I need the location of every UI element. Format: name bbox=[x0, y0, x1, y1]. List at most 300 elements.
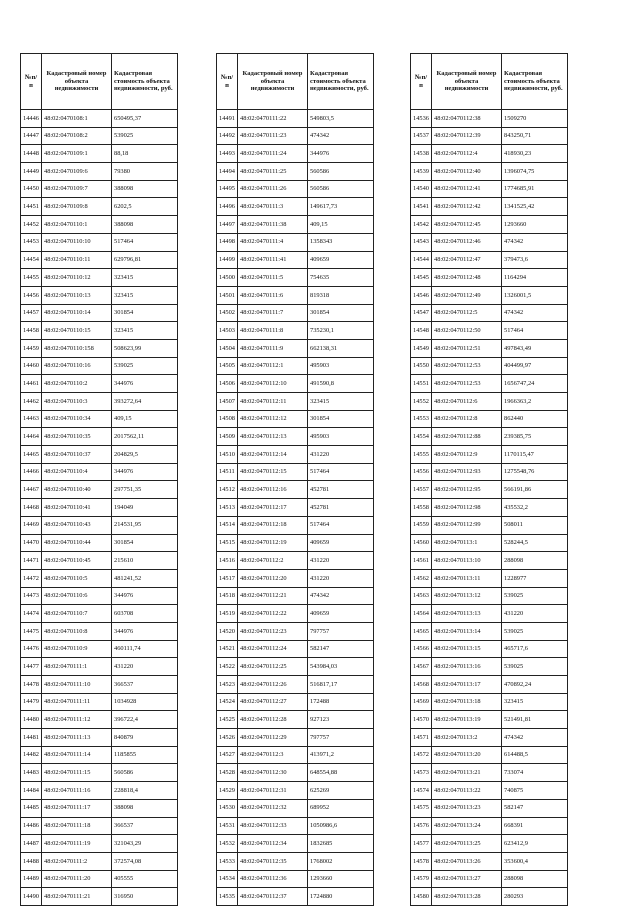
cadastral-value: 497843,49 bbox=[502, 339, 568, 357]
cadastral-number: 48:02:0470110:40 bbox=[42, 481, 112, 499]
table-row bbox=[411, 145, 568, 163]
cadastral-value: 528244,5 bbox=[502, 534, 568, 552]
cadastral-number: 48:02:0470113:1 bbox=[432, 534, 502, 552]
cadastral-number: 48:02:0470112:50 bbox=[432, 322, 502, 340]
cadastral-value: 465717,6 bbox=[502, 640, 568, 658]
row-number: 14510 bbox=[217, 446, 238, 464]
cadastral-value: 405555 bbox=[112, 870, 178, 888]
cadastral-value: 452781 bbox=[308, 481, 374, 499]
row-number: 14509 bbox=[217, 428, 238, 446]
cadastral-number: 48:02:0470113:18 bbox=[432, 693, 502, 711]
table-row bbox=[217, 180, 374, 198]
row-number: 14565 bbox=[411, 622, 432, 640]
cadastral-number: 48:02:0470112:20 bbox=[238, 569, 308, 587]
table-row bbox=[217, 499, 374, 517]
cadastral-number: 48:02:0470112:8 bbox=[432, 410, 502, 428]
cadastral-value: 735230,1 bbox=[308, 322, 374, 340]
cadastral-value: 404499,97 bbox=[502, 357, 568, 375]
row-number: 14563 bbox=[411, 587, 432, 605]
row-number: 14559 bbox=[411, 516, 432, 534]
cadastral-number: 48:02:0470112:95 bbox=[432, 481, 502, 499]
cadastral-number: 48:02:0470112:99 bbox=[432, 516, 502, 534]
row-number: 14514 bbox=[217, 516, 238, 534]
cadastral-number: 48:02:0470112:24 bbox=[238, 640, 308, 658]
row-number: 14531 bbox=[217, 817, 238, 835]
cadastral-value: 301854 bbox=[112, 304, 178, 322]
cadastral-number: 48:02:0470111:2 bbox=[42, 852, 112, 870]
cadastral-value: 927123 bbox=[308, 711, 374, 729]
row-number: 14506 bbox=[217, 375, 238, 393]
cadastral-number: 48:02:0470112:88 bbox=[432, 428, 502, 446]
table-row bbox=[217, 764, 374, 782]
cadastral-number: 48:02:0470112:11 bbox=[238, 393, 308, 411]
cadastral-number: 48:02:0470111:6 bbox=[238, 286, 308, 304]
cadastral-value: 1774685,91 bbox=[502, 180, 568, 198]
table-row bbox=[411, 127, 568, 145]
row-number: 14469 bbox=[21, 516, 42, 534]
cadastral-number: 48:02:0470110:7 bbox=[42, 605, 112, 623]
cadastral-number: 48:02:0470111:11 bbox=[42, 693, 112, 711]
cadastral-value: 214531,95 bbox=[112, 516, 178, 534]
cadastral-value: 474342 bbox=[308, 127, 374, 145]
row-number: 14465 bbox=[21, 446, 42, 464]
cadastral-value: 301854 bbox=[308, 304, 374, 322]
cadastral-value: 1396074,75 bbox=[502, 163, 568, 181]
cadastral-value: 689952 bbox=[308, 799, 374, 817]
table-row bbox=[217, 852, 374, 870]
table-row bbox=[21, 693, 178, 711]
row-number: 14448 bbox=[21, 145, 42, 163]
row-number: 14516 bbox=[217, 552, 238, 570]
cadastral-value: 388098 bbox=[112, 216, 178, 234]
row-number: 14551 bbox=[411, 375, 432, 393]
row-number: 14576 bbox=[411, 817, 432, 835]
table-row bbox=[411, 835, 568, 853]
cadastral-value: 460111,74 bbox=[112, 640, 178, 658]
row-number: 14457 bbox=[21, 304, 42, 322]
cadastral-value: 1228977 bbox=[502, 569, 568, 587]
cadastral-value: 372574,08 bbox=[112, 852, 178, 870]
table-row bbox=[21, 605, 178, 623]
table-row bbox=[217, 463, 374, 481]
row-number: 14502 bbox=[217, 304, 238, 322]
table-row bbox=[217, 870, 374, 888]
cadastral-number: 48:02:0470112:26 bbox=[238, 676, 308, 694]
cadastral-table-3 bbox=[410, 53, 568, 906]
cadastral-number: 48:02:0470110:1 bbox=[42, 216, 112, 234]
table-row bbox=[217, 198, 374, 216]
table-row bbox=[411, 251, 568, 269]
row-number: 14513 bbox=[217, 499, 238, 517]
row-number: 14527 bbox=[217, 746, 238, 764]
cadastral-value: 582147 bbox=[308, 640, 374, 658]
cadastral-value: 409659 bbox=[308, 251, 374, 269]
row-number: 14446 bbox=[21, 110, 42, 128]
table-row bbox=[411, 552, 568, 570]
row-number: 14524 bbox=[217, 693, 238, 711]
table-row bbox=[21, 286, 178, 304]
table-row bbox=[411, 870, 568, 888]
cadastral-number: 48:02:0470112:41 bbox=[432, 180, 502, 198]
cadastral-value: 582147 bbox=[502, 799, 568, 817]
cadastral-value: 566191,86 bbox=[502, 481, 568, 499]
table-row bbox=[411, 569, 568, 587]
cadastral-value: 388098 bbox=[112, 180, 178, 198]
table-row bbox=[411, 658, 568, 676]
row-number: 14570 bbox=[411, 711, 432, 729]
cadastral-value: 239385,75 bbox=[502, 428, 568, 446]
cadastral-number: 48:02:0470110:158 bbox=[42, 339, 112, 357]
header-cadastral-number: Кадастровый номер объекта недвижимости bbox=[432, 54, 502, 110]
table-row bbox=[411, 233, 568, 251]
cadastral-value: 1724880 bbox=[308, 888, 374, 906]
cadastral-value: 344976 bbox=[308, 145, 374, 163]
cadastral-value: 648554,88 bbox=[308, 764, 374, 782]
row-number: 14539 bbox=[411, 163, 432, 181]
cadastral-value: 614488,5 bbox=[502, 746, 568, 764]
cadastral-value: 560586 bbox=[112, 764, 178, 782]
cadastral-value: 1185855 bbox=[112, 746, 178, 764]
cadastral-number: 48:02:0470112:46 bbox=[432, 233, 502, 251]
row-number: 14498 bbox=[217, 233, 238, 251]
table-row bbox=[411, 180, 568, 198]
cadastral-number: 48:02:0470113:23 bbox=[432, 799, 502, 817]
table-row bbox=[217, 269, 374, 287]
header-cadastral-value: Кадастровая стоимость объекта недвижимости, руб. bbox=[112, 54, 178, 110]
header-cadastral-value: Кадастровая стоимость объекта недвижимости, руб. bbox=[308, 54, 374, 110]
cadastral-number: 48:02:0470110:6 bbox=[42, 587, 112, 605]
row-number: 14491 bbox=[217, 110, 238, 128]
row-number: 14499 bbox=[217, 251, 238, 269]
table-row bbox=[217, 163, 374, 181]
cadastral-number: 48:02:0470111:21 bbox=[42, 888, 112, 906]
table-row bbox=[21, 658, 178, 676]
cadastral-value: 431220 bbox=[502, 605, 568, 623]
row-number: 14530 bbox=[217, 799, 238, 817]
row-number: 14554 bbox=[411, 428, 432, 446]
cadastral-value: 409659 bbox=[308, 605, 374, 623]
cadastral-number: 48:02:0470112:6 bbox=[432, 393, 502, 411]
table-row bbox=[217, 286, 374, 304]
row-number: 14557 bbox=[411, 481, 432, 499]
row-number: 14568 bbox=[411, 676, 432, 694]
row-number: 14505 bbox=[217, 357, 238, 375]
table-row bbox=[411, 322, 568, 340]
row-number: 14523 bbox=[217, 676, 238, 694]
table-row bbox=[411, 729, 568, 747]
cadastral-number: 48:02:0470111:3 bbox=[238, 198, 308, 216]
cadastral-value: 840879 bbox=[112, 729, 178, 747]
row-number: 14571 bbox=[411, 729, 432, 747]
cadastral-value: 539025 bbox=[112, 127, 178, 145]
row-number: 14543 bbox=[411, 233, 432, 251]
row-number: 14486 bbox=[21, 817, 42, 835]
row-number: 14447 bbox=[21, 127, 42, 145]
row-number: 14561 bbox=[411, 552, 432, 570]
row-number: 14463 bbox=[21, 410, 42, 428]
row-number: 14496 bbox=[217, 198, 238, 216]
cadastral-number: 48:02:0470112:4 bbox=[432, 145, 502, 163]
cadastral-value: 396722,4 bbox=[112, 711, 178, 729]
cadastral-value: 625269 bbox=[308, 782, 374, 800]
cadastral-number: 48:02:0470113:10 bbox=[432, 552, 502, 570]
row-number: 14578 bbox=[411, 852, 432, 870]
cadastral-number: 48:02:0470112:18 bbox=[238, 516, 308, 534]
cadastral-number: 48:02:0470111:10 bbox=[42, 676, 112, 694]
row-number: 14483 bbox=[21, 764, 42, 782]
table-row bbox=[21, 852, 178, 870]
table-row bbox=[411, 711, 568, 729]
cadastral-number: 48:02:0470112:51 bbox=[432, 339, 502, 357]
row-number: 14558 bbox=[411, 499, 432, 517]
cadastral-value: 491590,8 bbox=[308, 375, 374, 393]
row-number: 14526 bbox=[217, 729, 238, 747]
table-row bbox=[411, 269, 568, 287]
table-row bbox=[21, 251, 178, 269]
cadastral-value: 301854 bbox=[112, 534, 178, 552]
row-number: 14566 bbox=[411, 640, 432, 658]
row-number: 14550 bbox=[411, 357, 432, 375]
row-number: 14449 bbox=[21, 163, 42, 181]
cadastral-value: 321043,29 bbox=[112, 835, 178, 853]
cadastral-number: 48:02:0470113:20 bbox=[432, 746, 502, 764]
cadastral-number: 48:02:0470111:7 bbox=[238, 304, 308, 322]
row-number: 14488 bbox=[21, 852, 42, 870]
row-number: 14504 bbox=[217, 339, 238, 357]
cadastral-value: 388098 bbox=[112, 799, 178, 817]
cadastral-value: 366537 bbox=[112, 817, 178, 835]
cadastral-value: 1832685 bbox=[308, 835, 374, 853]
cadastral-value: 474342 bbox=[308, 587, 374, 605]
cadastral-number: 48:02:0470109:8 bbox=[42, 198, 112, 216]
row-number: 14461 bbox=[21, 375, 42, 393]
cadastral-value: 228818,4 bbox=[112, 782, 178, 800]
cadastral-value: 149617,73 bbox=[308, 198, 374, 216]
table-row bbox=[411, 163, 568, 181]
table-row bbox=[217, 375, 374, 393]
cadastral-number: 48:02:0470111:41 bbox=[238, 251, 308, 269]
table-row bbox=[217, 428, 374, 446]
cadastral-number: 48:02:0470113:12 bbox=[432, 587, 502, 605]
cadastral-table-1 bbox=[20, 53, 178, 906]
cadastral-number: 48:02:0470111:17 bbox=[42, 799, 112, 817]
cadastral-number: 48:02:0470112:28 bbox=[238, 711, 308, 729]
cadastral-value: 508623,99 bbox=[112, 339, 178, 357]
row-number: 14519 bbox=[217, 605, 238, 623]
cadastral-number: 48:02:0470112:10 bbox=[238, 375, 308, 393]
cadastral-value: 521491,81 bbox=[502, 711, 568, 729]
cadastral-value: 366537 bbox=[112, 676, 178, 694]
cadastral-value: 481241,52 bbox=[112, 569, 178, 587]
cadastral-number: 48:02:0470110:34 bbox=[42, 410, 112, 428]
cadastral-number: 48:02:0470112:21 bbox=[238, 587, 308, 605]
row-number: 14542 bbox=[411, 216, 432, 234]
cadastral-value: 194049 bbox=[112, 499, 178, 517]
cadastral-number: 48:02:0470112:29 bbox=[238, 729, 308, 747]
cadastral-number: 48:02:0470111:13 bbox=[42, 729, 112, 747]
table-row bbox=[21, 552, 178, 570]
cadastral-number: 48:02:0470110:43 bbox=[42, 516, 112, 534]
table-row bbox=[217, 516, 374, 534]
cadastral-number: 48:02:0470113:13 bbox=[432, 605, 502, 623]
table-row bbox=[21, 198, 178, 216]
table-row bbox=[217, 782, 374, 800]
cadastral-number: 48:02:0470111:8 bbox=[238, 322, 308, 340]
row-number: 14466 bbox=[21, 463, 42, 481]
table-row bbox=[217, 587, 374, 605]
table-row bbox=[21, 481, 178, 499]
cadastral-value: 1656747,24 bbox=[502, 375, 568, 393]
row-number: 14525 bbox=[217, 711, 238, 729]
row-number: 14468 bbox=[21, 499, 42, 517]
cadastral-value: 452781 bbox=[308, 499, 374, 517]
row-number: 14549 bbox=[411, 339, 432, 357]
table-row bbox=[217, 799, 374, 817]
cadastral-number: 48:02:0470112:1 bbox=[238, 357, 308, 375]
cadastral-number: 48:02:0470111:18 bbox=[42, 817, 112, 835]
cadastral-number: 48:02:0470111:38 bbox=[238, 216, 308, 234]
row-number: 14507 bbox=[217, 393, 238, 411]
table-row bbox=[21, 375, 178, 393]
table-row bbox=[21, 764, 178, 782]
header-cadastral-number: Кадастровый номер объекта недвижимости bbox=[42, 54, 112, 110]
cadastral-value: 474342 bbox=[502, 233, 568, 251]
cadastral-number: 48:02:0470108:1 bbox=[42, 110, 112, 128]
row-number: 14473 bbox=[21, 587, 42, 605]
table-row bbox=[21, 463, 178, 481]
cadastral-number: 48:02:0470112:12 bbox=[238, 410, 308, 428]
cadastral-value: 862440 bbox=[502, 410, 568, 428]
cadastral-number: 48:02:0470112:27 bbox=[238, 693, 308, 711]
cadastral-number: 48:02:0470111:23 bbox=[238, 127, 308, 145]
cadastral-number: 48:02:0470113:26 bbox=[432, 852, 502, 870]
cadastral-number: 48:02:0470110:4 bbox=[42, 463, 112, 481]
row-number: 14451 bbox=[21, 198, 42, 216]
cadastral-value: 539025 bbox=[502, 587, 568, 605]
row-number: 14503 bbox=[217, 322, 238, 340]
cadastral-number: 48:02:0470110:11 bbox=[42, 251, 112, 269]
cadastral-value: 650495,37 bbox=[112, 110, 178, 128]
cadastral-value: 323415 bbox=[112, 286, 178, 304]
table-row bbox=[411, 622, 568, 640]
cadastral-number: 48:02:0470110:9 bbox=[42, 640, 112, 658]
row-number: 14497 bbox=[217, 216, 238, 234]
row-number: 14487 bbox=[21, 835, 42, 853]
cadastral-value: 344976 bbox=[112, 375, 178, 393]
cadastral-value: 517464 bbox=[308, 516, 374, 534]
row-number: 14552 bbox=[411, 393, 432, 411]
table-row bbox=[21, 233, 178, 251]
row-number: 14520 bbox=[217, 622, 238, 640]
row-number: 14489 bbox=[21, 870, 42, 888]
row-number: 14480 bbox=[21, 711, 42, 729]
cadastral-value: 517464 bbox=[308, 463, 374, 481]
row-number: 14472 bbox=[21, 569, 42, 587]
table-row bbox=[217, 817, 374, 835]
cadastral-value: 431220 bbox=[308, 569, 374, 587]
cadastral-value: 301854 bbox=[308, 410, 374, 428]
cadastral-number: 48:02:0470112:23 bbox=[238, 622, 308, 640]
cadastral-value: 280293 bbox=[502, 888, 568, 906]
cadastral-value: 431220 bbox=[308, 552, 374, 570]
row-number: 14522 bbox=[217, 658, 238, 676]
row-number: 14569 bbox=[411, 693, 432, 711]
table-row bbox=[411, 463, 568, 481]
cadastral-value: 539025 bbox=[502, 622, 568, 640]
cadastral-number: 48:02:0470112:34 bbox=[238, 835, 308, 853]
table-row bbox=[217, 322, 374, 340]
row-number: 14485 bbox=[21, 799, 42, 817]
cadastral-number: 48:02:0470112:19 bbox=[238, 534, 308, 552]
table-row bbox=[411, 534, 568, 552]
table-row bbox=[21, 640, 178, 658]
table-row bbox=[411, 375, 568, 393]
cadastral-value: 379473,6 bbox=[502, 251, 568, 269]
row-number: 14500 bbox=[217, 269, 238, 287]
row-number: 14533 bbox=[217, 852, 238, 870]
cadastral-value: 2017562,11 bbox=[112, 428, 178, 446]
cadastral-value: 215610 bbox=[112, 552, 178, 570]
table-row bbox=[411, 676, 568, 694]
table-row bbox=[217, 357, 374, 375]
table-row bbox=[217, 251, 374, 269]
row-number: 14512 bbox=[217, 481, 238, 499]
cadastral-number: 48:02:0470112:47 bbox=[432, 251, 502, 269]
row-number: 14456 bbox=[21, 286, 42, 304]
table-row bbox=[21, 835, 178, 853]
table-row bbox=[217, 216, 374, 234]
row-number: 14538 bbox=[411, 145, 432, 163]
row-number: 14476 bbox=[21, 640, 42, 658]
row-number: 14540 bbox=[411, 180, 432, 198]
row-number: 14555 bbox=[411, 446, 432, 464]
table-row bbox=[21, 499, 178, 517]
cadastral-value: 409,15 bbox=[308, 216, 374, 234]
cadastral-number: 48:02:0470113:22 bbox=[432, 782, 502, 800]
cadastral-number: 48:02:0470111:12 bbox=[42, 711, 112, 729]
cadastral-value: 323415 bbox=[112, 269, 178, 287]
row-number: 14492 bbox=[217, 127, 238, 145]
cadastral-value: 470892,24 bbox=[502, 676, 568, 694]
row-number: 14481 bbox=[21, 729, 42, 747]
cadastral-value: 740875 bbox=[502, 782, 568, 800]
cadastral-value: 344976 bbox=[112, 622, 178, 640]
cadastral-value: 495903 bbox=[308, 357, 374, 375]
table-row bbox=[217, 711, 374, 729]
row-number: 14544 bbox=[411, 251, 432, 269]
table-row bbox=[21, 516, 178, 534]
row-number: 14495 bbox=[217, 180, 238, 198]
cadastral-value: 629796,81 bbox=[112, 251, 178, 269]
cadastral-value: 6202,5 bbox=[112, 198, 178, 216]
cadastral-number: 48:02:0470111:19 bbox=[42, 835, 112, 853]
table-row bbox=[21, 393, 178, 411]
row-number: 14573 bbox=[411, 764, 432, 782]
row-number: 14580 bbox=[411, 888, 432, 906]
cadastral-value: 79380 bbox=[112, 163, 178, 181]
table-row bbox=[411, 393, 568, 411]
cadastral-number: 48:02:0470108:2 bbox=[42, 127, 112, 145]
row-number: 14455 bbox=[21, 269, 42, 287]
cadastral-number: 48:02:0470110:45 bbox=[42, 552, 112, 570]
cadastral-value: 1509270 bbox=[502, 110, 568, 128]
table-row bbox=[411, 110, 568, 128]
cadastral-value: 733074 bbox=[502, 764, 568, 782]
cadastral-number: 48:02:0470113:28 bbox=[432, 888, 502, 906]
cadastral-number: 48:02:0470110:37 bbox=[42, 446, 112, 464]
table-row bbox=[21, 782, 178, 800]
row-number: 14574 bbox=[411, 782, 432, 800]
